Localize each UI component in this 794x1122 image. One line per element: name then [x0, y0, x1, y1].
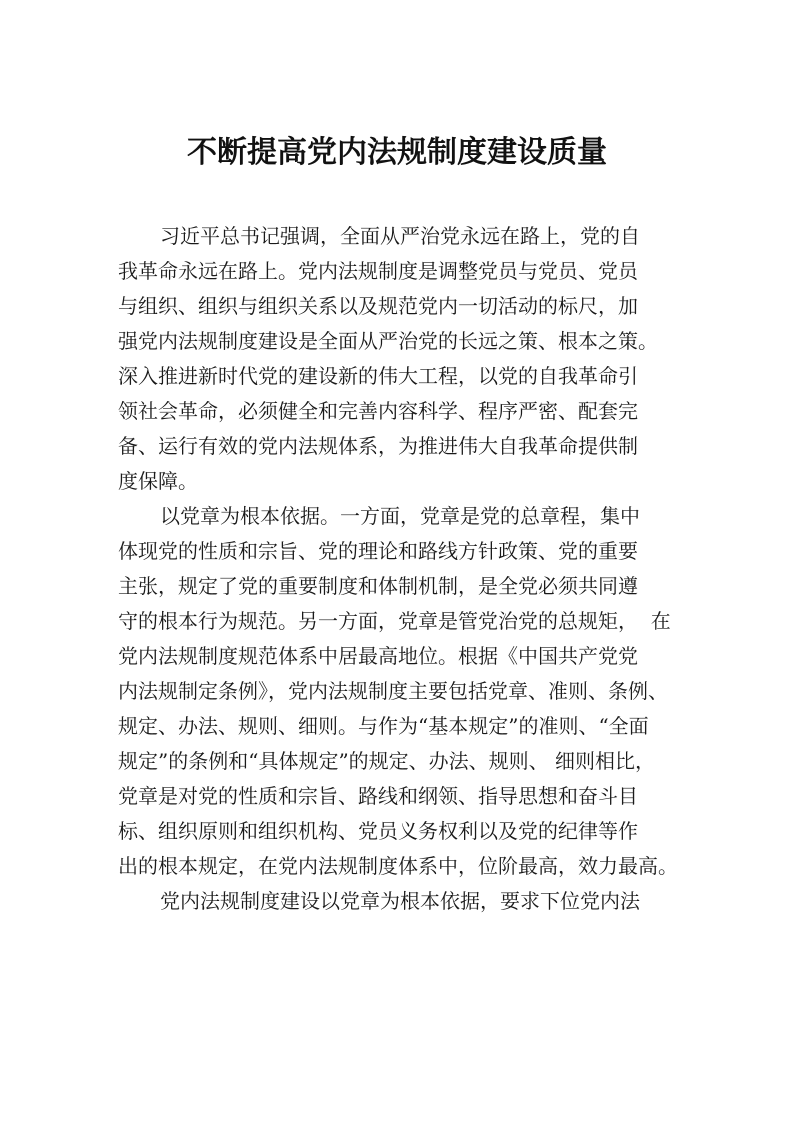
paragraph-1-line-5: 深入推进新时代党的建设新的伟大工程，以党的自我革命引: [118, 364, 638, 388]
paragraph-1-line-7: 备、运行有效的党内法规体系，为推进伟大自我革命提供制: [118, 434, 638, 458]
paragraph-1-line-1: 习近平总书记强调，全面从严治党永远在路上，党的自: [160, 224, 640, 248]
paragraph-1-line-2: 我革命永远在路上。党内法规制度是调整党员与党员、党员: [118, 259, 638, 283]
paragraph-1-line-3: 与组织、组织与组织关系以及规范党内一切活动的标尺，加: [118, 294, 638, 318]
document-title: 不断提高党内法规制度建设质量: [187, 135, 607, 170]
paragraph-1-line-8: 度保障。: [118, 469, 198, 493]
paragraph-2-line-9: 党章是对党的性质和宗旨、路线和纲领、指导思想和奋斗目: [118, 784, 638, 808]
paragraph-1-line-6: 领社会革命，必须健全和完善内容科学、程序严密、配套完: [118, 399, 638, 423]
paragraph-2-line-11: 出的根本规定，在党内法规制度体系中，位阶最高，效力最高。: [118, 854, 678, 878]
paragraph-3-line-1: 党内法规制度建设以党章为根本依据，要求下位党内法: [160, 889, 640, 913]
paragraph-2-line-1: 以党章为根本依据。一方面，党章是党的总章程，集中: [160, 504, 640, 528]
paragraph-2-line-6: 内法规制定条例》，党内法规制度主要包括党章、准则、条例、: [118, 679, 668, 703]
paragraph-2-line-8: 规定”的条例和“具体规定”的规定、办法、规则、 细则相比，: [118, 749, 656, 773]
paragraph-1-line-4: 强党内法规制度建设是全面从严治党的长远之策、根本之策。: [118, 329, 658, 353]
paragraph-2-line-7: 规定、办法、规则、细则。与作为“基本规定”的准则、“全面: [118, 714, 649, 738]
paragraph-2-line-10: 标、组织原则和组织机构、党员义务权利以及党的纪律等作: [118, 819, 638, 843]
paragraph-2-line-3: 主张，规定了党的重要制度和体制机制，是全党必须共同遵: [118, 574, 638, 598]
paragraph-2-line-4: 守的根本行为规范。另一方面，党章是管党治党的总规矩， 在: [118, 609, 671, 633]
paragraph-2-line-5: 党内法规制度规范体系中居最高地位。根据《中国共产党党: [118, 644, 638, 668]
paragraph-2-line-2: 体现党的性质和宗旨、党的理论和路线方针政策、党的重要: [118, 539, 638, 563]
